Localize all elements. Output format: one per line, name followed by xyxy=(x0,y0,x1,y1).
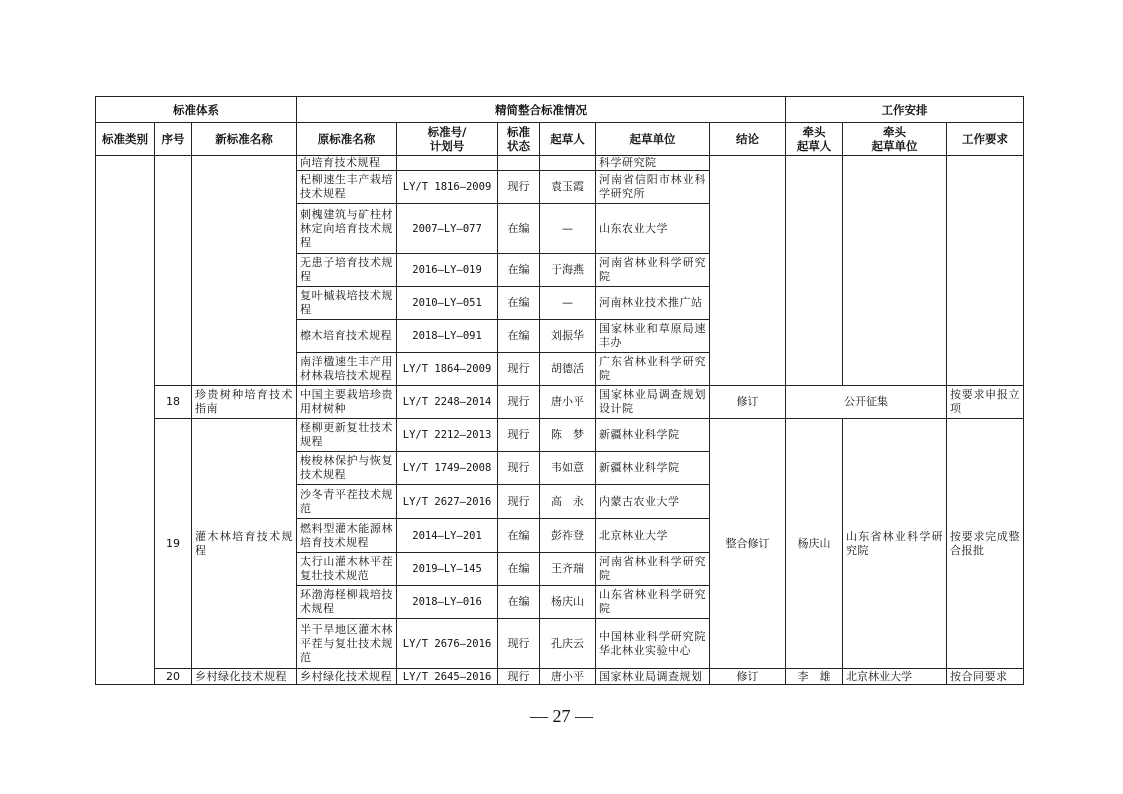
lead-unit-cell-cont xyxy=(843,156,947,386)
status-cell: 在编 xyxy=(498,204,540,254)
orig-name-cell: 中国主要栽培珍贵用材树种 xyxy=(297,386,397,419)
orig-name-cell: 向培育技术规程 xyxy=(297,156,397,171)
drafter-cell: 于海燕 xyxy=(540,254,596,287)
unit-cell: 新疆林业科学院 xyxy=(596,419,710,452)
drafter-cell: 彭祚登 xyxy=(540,519,596,553)
lead-drafter-cell: 李 雄 xyxy=(786,669,843,685)
table-row-20 xyxy=(96,669,1024,685)
drafter-cell: 王齐瑞 xyxy=(540,553,596,586)
std-no-cell: 2016—LY—019 xyxy=(397,254,498,287)
unit-cell: 国家林业和草原局速丰办 xyxy=(596,320,710,353)
status-cell: 现行 xyxy=(498,669,540,685)
status-cell: 在编 xyxy=(498,320,540,353)
status-cell: 现行 xyxy=(498,171,540,204)
lead-unit-cell: 山东省林业科学研究院 xyxy=(843,419,947,669)
orig-name-cell: 乡村绿化技术规程 xyxy=(297,669,397,685)
drafter-cell: 陈 梦 xyxy=(540,419,596,452)
new-name-cell: 灌木林培育技术规程 xyxy=(192,419,297,669)
orig-name-cell: 半干旱地区灌木林平茬与复壮技术规范 xyxy=(297,619,397,669)
status-cell: 现行 xyxy=(498,619,540,669)
status-cell: 现行 xyxy=(498,386,540,419)
std-no-cell: LY/T 2676—2016 xyxy=(397,619,498,669)
drafter-cell: 韦如意 xyxy=(540,452,596,485)
orig-name-cell: 檫木培育技术规程 xyxy=(297,320,397,353)
drafter-cell: 唐小平 xyxy=(540,386,596,419)
std-no-cell: 2019—LY—145 xyxy=(397,553,498,586)
requirement-cell: 按要求申报立项 xyxy=(947,386,1024,419)
std-no-cell: 2014—LY—201 xyxy=(397,519,498,553)
conclusion-cell-cont xyxy=(710,156,786,386)
orig-name-cell: 复叶槭栽培技术规程 xyxy=(297,287,397,320)
lead-drafter-cell: 杨庆山 xyxy=(786,419,843,669)
orig-name-cell: 环渤海柽柳栽培技术规程 xyxy=(297,586,397,619)
drafter-cell: — xyxy=(540,204,596,254)
new-name-cell: 珍贵树种培育技术指南 xyxy=(192,386,297,419)
drafter-cell: 唐小平 xyxy=(540,669,596,685)
std-no-cell: LY/T 2248—2014 xyxy=(397,386,498,419)
seq-cell-cont xyxy=(155,156,192,386)
header-lead-unit: 牵头 起草单位 xyxy=(843,123,947,156)
orig-name-cell: 燃料型灌木能源林培育技术规程 xyxy=(297,519,397,553)
table-row xyxy=(96,156,1024,171)
unit-cell: 内蒙古农业大学 xyxy=(596,485,710,519)
drafter-cell: 刘振华 xyxy=(540,320,596,353)
orig-name-cell: 沙冬青平茬技术规范 xyxy=(297,485,397,519)
std-no-cell: LY/T 1816—2009 xyxy=(397,171,498,204)
unit-cell: 山东农业大学 xyxy=(596,204,710,254)
std-no-cell: 2010—LY—051 xyxy=(397,287,498,320)
header-orig-name: 原标准名称 xyxy=(297,123,397,156)
drafter-cell xyxy=(540,156,596,171)
header-group-system: 标准体系 xyxy=(96,97,297,123)
header-new-name: 新标准名称 xyxy=(192,123,297,156)
unit-cell: 中国林业科学研究院华北林业实验中心 xyxy=(596,619,710,669)
std-no-cell: 2018—LY—016 xyxy=(397,586,498,619)
lead-unit-cell: 北京林业大学 xyxy=(843,669,947,685)
header-group-standards: 精简整合标准情况 xyxy=(297,97,786,123)
std-no-cell: LY/T 1749—2008 xyxy=(397,452,498,485)
unit-cell: 河南林业技术推广站 xyxy=(596,287,710,320)
lead-drafter-cell-cont xyxy=(786,156,843,386)
table-row-18 xyxy=(96,386,1024,419)
header-conclusion: 结论 xyxy=(710,123,786,156)
unit-cell: 国家林业局调查规划 xyxy=(596,669,710,685)
conclusion-cell: 修订 xyxy=(710,669,786,685)
std-no-cell: 2007—LY—077 xyxy=(397,204,498,254)
requirement-cell-cont xyxy=(947,156,1024,386)
status-cell: 在编 xyxy=(498,519,540,553)
drafter-cell: 高 永 xyxy=(540,485,596,519)
header-group-work: 工作安排 xyxy=(786,97,1024,123)
new-name-cell-cont xyxy=(192,156,297,386)
orig-name-cell: 柽柳更新复壮技术规程 xyxy=(297,419,397,452)
drafter-cell: 胡德活 xyxy=(540,353,596,386)
orig-name-cell: 太行山灌木林平茬复壮技术规范 xyxy=(297,553,397,586)
orig-name-cell: 无患子培育技术规程 xyxy=(297,254,397,287)
std-no-cell: 2018—LY—091 xyxy=(397,320,498,353)
std-no-cell xyxy=(397,156,498,171)
seq-cell: 18 xyxy=(155,386,192,419)
std-no-cell: LY/T 2212—2013 xyxy=(397,419,498,452)
lead-cell: 公开征集 xyxy=(786,386,947,419)
category-cell xyxy=(96,156,155,685)
drafter-cell: 袁玉霞 xyxy=(540,171,596,204)
header-lead-drafter: 牵头 起草人 xyxy=(786,123,843,156)
header-requirement: 工作要求 xyxy=(947,123,1024,156)
new-name-cell: 乡村绿化技术规程 xyxy=(192,669,297,685)
header-category: 标准类别 xyxy=(96,123,155,156)
status-cell: 现行 xyxy=(498,353,540,386)
status-cell: 现行 xyxy=(498,452,540,485)
drafter-cell: 杨庆山 xyxy=(540,586,596,619)
requirement-cell: 按合同要求 xyxy=(947,669,1024,685)
status-cell: 现行 xyxy=(498,485,540,519)
conclusion-cell: 修订 xyxy=(710,386,786,419)
orig-name-cell: 梭梭林保护与恢复技术规程 xyxy=(297,452,397,485)
unit-cell: 国家林业局调查规划设计院 xyxy=(596,386,710,419)
standards-table xyxy=(95,96,1024,685)
status-cell: 现行 xyxy=(498,419,540,452)
drafter-cell: 孔庆云 xyxy=(540,619,596,669)
std-no-cell: LY/T 2627—2016 xyxy=(397,485,498,519)
seq-cell: 19 xyxy=(155,419,192,669)
seq-cell: 20 xyxy=(155,669,192,685)
table-row-19 xyxy=(96,419,1024,452)
header-seq: 序号 xyxy=(155,123,192,156)
status-cell: 在编 xyxy=(498,287,540,320)
unit-cell: 河南省林业科学研究院 xyxy=(596,254,710,287)
header-std-no: 标准号/ 计划号 xyxy=(397,123,498,156)
drafter-cell: — xyxy=(540,287,596,320)
unit-cell: 科学研究院 xyxy=(596,156,710,171)
unit-cell: 山东省林业科学研究院 xyxy=(596,586,710,619)
status-cell: 在编 xyxy=(498,553,540,586)
status-cell xyxy=(498,156,540,171)
orig-name-cell: 刺槐建筑与矿柱材林定向培育技术规程 xyxy=(297,204,397,254)
status-cell: 在编 xyxy=(498,586,540,619)
header-drafter: 起草人 xyxy=(540,123,596,156)
std-no-cell: LY/T 2645—2016 xyxy=(397,669,498,685)
header-status: 标准 状态 xyxy=(498,123,540,156)
page-number: — 27 — xyxy=(530,706,593,726)
unit-cell: 广东省林业科学研究院 xyxy=(596,353,710,386)
orig-name-cell: 南洋楹速生丰产用材林栽培技术规程 xyxy=(297,353,397,386)
unit-cell: 河南省林业科学研究院 xyxy=(596,553,710,586)
std-no-cell: LY/T 1864—2009 xyxy=(397,353,498,386)
requirement-cell: 按要求完成整合报批 xyxy=(947,419,1024,669)
header-unit: 起草单位 xyxy=(596,123,710,156)
unit-cell: 河南省信阳市林业科学研究所 xyxy=(596,171,710,204)
status-cell: 在编 xyxy=(498,254,540,287)
unit-cell: 北京林业大学 xyxy=(596,519,710,553)
conclusion-cell: 整合修订 xyxy=(710,419,786,669)
unit-cell: 新疆林业科学院 xyxy=(596,452,710,485)
orig-name-cell: 杞柳速生丰产栽培技术规程 xyxy=(297,171,397,204)
